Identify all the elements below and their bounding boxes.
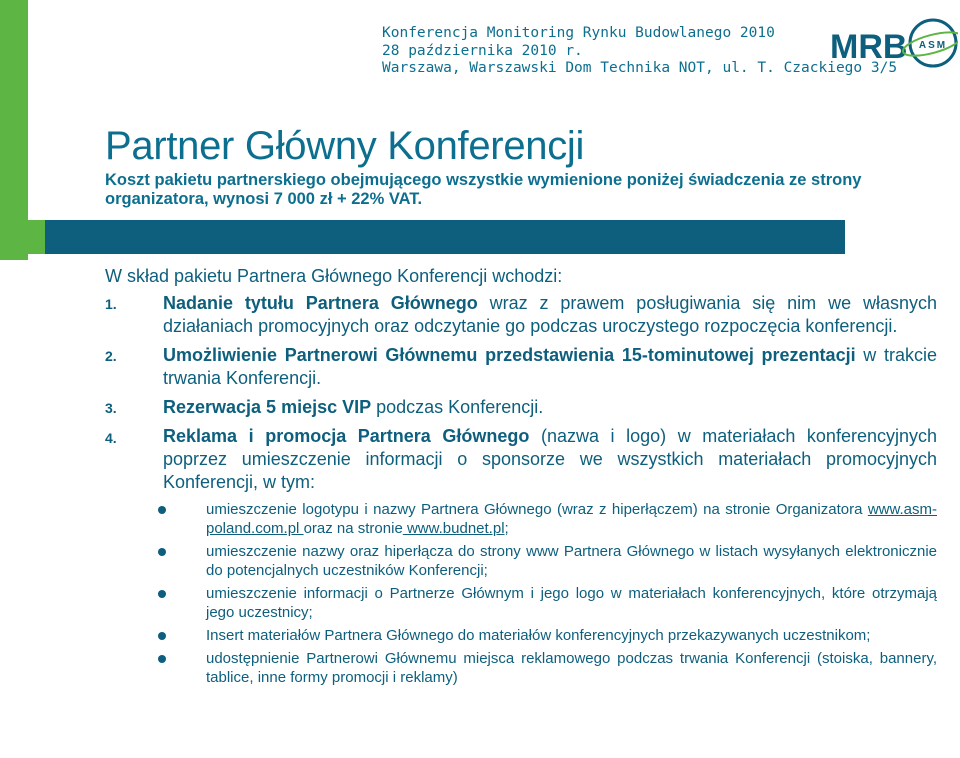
logo-text: MRB [830,28,908,66]
list-item-number: 1. [105,296,117,312]
asm-link[interactable]: www.asm-poland.com.pl [206,501,937,537]
list-item [105,344,937,390]
list-item [105,396,937,419]
list-item-text: podczas Konferencji. [371,397,544,417]
list-item-text: wraz z prawem posługiwania się nim we własnych działaniach promocyjnych oraz odczytanie go podczas uroczystego rozpoczęcia konferencji. [163,293,937,336]
bullet-text: umieszczenie nazwy oraz hiperłącza do strony www Partnera Głównego w listach wysyłanych elektronicznie do potencjalnych uczestników Konferencji; [206,543,937,579]
list-item [105,292,937,338]
list-item-text: (nazwa i logo) w materiałach konferencyjnych poprzez umieszczenie informacji o sponsorze we wszystkich materiałach promocyjnych Konferencji, w tym: [163,426,937,492]
list-item-number: 2. [105,348,117,364]
conference-location: Warszawa, Warszawski Dom Technika NOT, ul. T. Czackiego 3/5 [382,60,898,76]
package-list [105,292,937,691]
list-item-bold: Umożliwienie Partnerowi Głównemu przedstawienia 15-tominutowej prezentacji [163,345,856,365]
bullet-dot-icon [158,590,166,598]
page-subtitle: Koszt pakietu partnerskiego obejmującego wszystkie wymienione poniżej świadczenia ze strony organizatora, wynosi 7 000 zł + 22% VAT. [105,171,862,208]
list-item-number: 3. [105,400,117,416]
bullet-text-end: ; [504,520,509,537]
bullet-item [105,626,937,645]
bullet-dot-icon [158,548,166,556]
list-item-bold: Reklama i promocja Partnera Głównego [163,426,530,446]
bullet-item [105,649,937,687]
blue-divider-strip [28,220,845,254]
bullet-item [105,500,937,538]
list-item-number: 4. [105,430,117,446]
conference-info [382,25,897,78]
logo-ring-text: ASM [918,40,948,51]
bullet-text: udostępnienie Partnerowi Głównemu miejsca reklamowego podczas trwania Konferencji (stoiska, bannery, tablice, inne formy promocji i reklamy) [206,650,937,686]
section-heading: W skład pakietu Partnera Głównego Konferencji wchodzi: [105,266,563,286]
bullet-item [105,584,937,622]
mrb-asm-logo [828,18,958,78]
list-item-text: w trakcie trwania Konferencji. [163,345,937,388]
bullet-text-mid: oraz na stronie [303,520,403,537]
list-item [105,425,937,494]
list-item-bold: Nadanie tytułu Partnera Głównego [163,293,478,313]
bullet-item [105,542,937,580]
conference-date: 28 października 2010 r. [382,42,583,59]
page-title: Partner Główny Konferencji [105,124,585,168]
bullet-text: Insert materiałów Partnera Głównego do materiałów konferencyjnych przekazywanych uczestnikom; [206,627,871,644]
bullet-text: umieszczenie logotypu i nazwy Partnera Głównego (wraz z hiperłączem) na stronie Organizatora [206,501,868,518]
bullet-dot-icon [158,632,166,640]
conference-name: Konferencja Monitoring Rynku Budowlanego 2010 [382,25,775,41]
bullet-dot-icon [158,506,166,514]
bullet-dot-icon [158,655,166,663]
list-item-bold: Rezerwacja 5 miejsc VIP [163,397,372,417]
budnet-link[interactable]: www.budnet.pl [402,520,505,537]
bullet-text: umieszczenie informacji o Partnerze Głównym i jego logo w materiałach konferencyjnych, które otrzymają jego uczestnicy; [206,585,937,621]
green-divider-strip [0,220,45,254]
bullet-list [105,500,937,687]
